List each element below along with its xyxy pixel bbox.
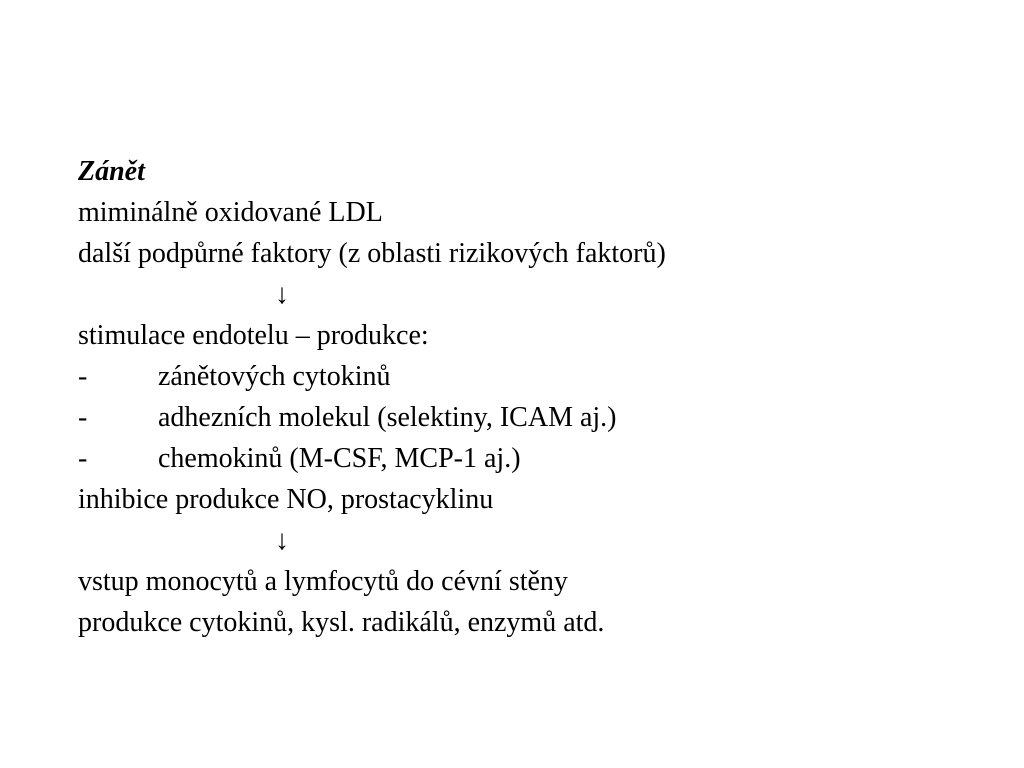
text-line: inhibice produkce NO, prostacyklinu bbox=[78, 484, 494, 515]
text-line: stimulace endotelu – produkce: bbox=[78, 320, 429, 351]
bullet-dash: - bbox=[78, 361, 88, 392]
slide-content bbox=[78, 151, 666, 643]
bullet-text: zánětových cytokinů bbox=[158, 361, 391, 392]
bullet-item bbox=[78, 438, 666, 479]
bullet-item bbox=[78, 356, 666, 397]
text-line: další podpůrné faktory (z oblasti rizikových faktorů) bbox=[78, 238, 666, 269]
bullet-dash: - bbox=[78, 443, 88, 474]
text-line: miminálně oxidované LDL bbox=[78, 197, 383, 228]
text-line: vstup monocytů a lymfocytů do cévní stěny bbox=[78, 566, 568, 597]
text-line: produkce cytokinů, kysl. radikálů, enzymů atd. bbox=[78, 607, 605, 638]
slide-title: Zánět bbox=[78, 156, 145, 187]
bullet-text: chemokinů (M-CSF, MCP-1 aj.) bbox=[158, 443, 521, 474]
down-arrow-icon: ↓ bbox=[275, 525, 289, 556]
bullet-item bbox=[78, 397, 666, 438]
bullet-dash: - bbox=[78, 402, 88, 433]
down-arrow-icon: ↓ bbox=[275, 279, 289, 310]
bullet-text: adhezních molekul (selektiny, ICAM aj.) bbox=[158, 402, 617, 433]
